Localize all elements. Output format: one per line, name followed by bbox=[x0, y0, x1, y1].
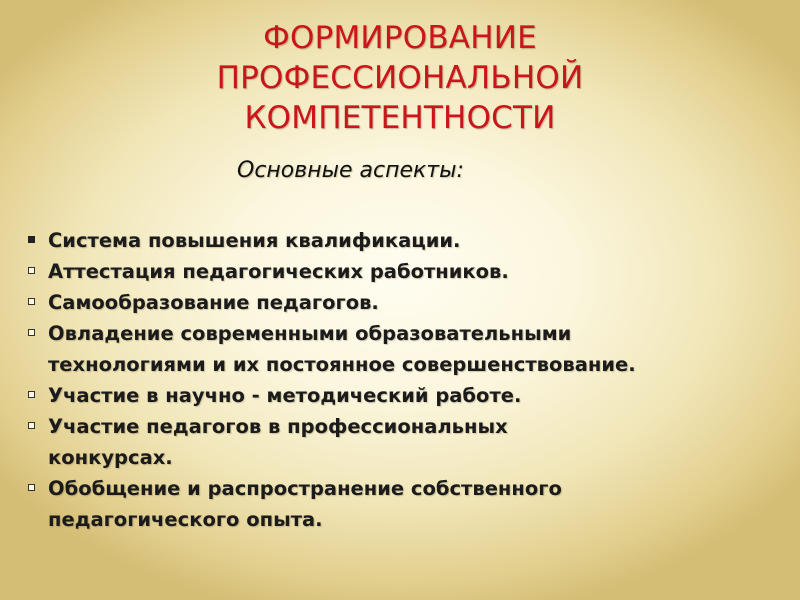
slide-title bbox=[0, 18, 800, 138]
aspect-text-continued: педагогического опыта. bbox=[48, 508, 323, 531]
aspect-text: Овладение современными образовательными bbox=[48, 322, 572, 345]
aspect-text: Самообразование педагогов. bbox=[48, 291, 379, 314]
square-bullet-icon bbox=[28, 267, 35, 274]
aspects-list bbox=[26, 225, 786, 535]
aspect-text-continued: технологиями и их постоянное совершенствование. bbox=[48, 353, 636, 376]
square-bullet-icon bbox=[28, 391, 35, 398]
aspect-text: Участие педагогов в профессиональных bbox=[48, 415, 508, 438]
aspect-item bbox=[26, 225, 786, 256]
square-bullet-icon bbox=[28, 236, 35, 243]
title-line-3: КОМПЕТЕНТНОСТИ bbox=[244, 100, 556, 136]
aspect-text: Обобщение и распространение собственного bbox=[48, 477, 562, 500]
aspect-item bbox=[26, 411, 786, 473]
title-line-1: ФОРМИРОВАНИЕ bbox=[263, 20, 537, 56]
aspect-text-continued: конкурсах. bbox=[48, 446, 173, 469]
square-bullet-icon bbox=[28, 422, 35, 429]
aspect-text: Аттестация педагогических работников. bbox=[48, 260, 509, 283]
square-bullet-icon bbox=[28, 298, 35, 305]
aspect-item bbox=[26, 287, 786, 318]
aspect-text: Участие в научно - методический работе. bbox=[48, 384, 522, 407]
aspect-item bbox=[26, 380, 786, 411]
square-bullet-icon bbox=[28, 329, 35, 336]
aspect-item bbox=[26, 318, 786, 380]
aspect-text: Система повышения квалификации. bbox=[48, 229, 461, 252]
title-line-2: ПРОФЕССИОНАЛЬНОЙ bbox=[216, 60, 584, 96]
slide-subtitle: Основные аспекты: bbox=[237, 158, 464, 183]
square-bullet-icon bbox=[28, 484, 35, 491]
aspect-item bbox=[26, 256, 786, 287]
aspect-item bbox=[26, 473, 786, 535]
